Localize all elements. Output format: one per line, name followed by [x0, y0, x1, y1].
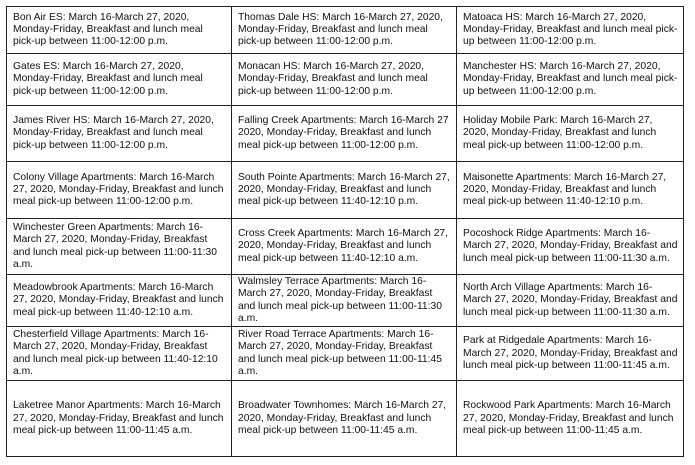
table-cell: North Arch Village Apartments: March 16-March 27, 2020, Monday-Friday, Breakfast and lunch meal pick-up between 11:00-11:30 a.m. [457, 275, 684, 327]
table-row [7, 219, 684, 275]
table-cell: Rockwood Park Apartments: March 16-March 27, 2020, Monday-Friday, Breakfast and lunch meal pick-up between 11:00-11:45 a.m. [457, 381, 684, 457]
table-cell: River Road Terrace Apartments: March 16-March 27, 2020, Monday-Friday, Breakfast and lunch meal pick-up between 11:00-11:45 a.m. [232, 327, 457, 381]
meal-pickup-table [6, 6, 684, 457]
table-cell: Chesterfield Village Apartments: March 16-March 27, 2020, Monday-Friday, Breakfast and lunch meal pick-up between 11:40-12:10 a.m. [7, 327, 232, 381]
table-cell: Thomas Dale HS: March 16-March 27, 2020, Monday-Friday, Breakfast and lunch meal pick-up between 11:00-12:00 p.m. [232, 7, 457, 54]
table-cell: Meadowbrook Apartments: March 16-March 27, 2020, Monday-Friday, Breakfast and lunch meal pick-up between 11:40-12:10 a.m. [7, 275, 232, 327]
table-cell: Walmsley Terrace Apartments: March 16-March 27, 2020, Monday-Friday, Breakfast and lunch meal pick-up between 11:00-11:30 a.m. [232, 275, 457, 327]
table-cell: Broadwater Townhomes: March 16-March 27, 2020, Monday-Friday, Breakfast and lunch meal pick-up between 11:00-11:45 a.m. [232, 381, 457, 457]
table-cell: Holiday Mobile Park: March 16-March 27, 2020, Monday-Friday, Breakfast and lunch meal pick-up between 11:00-12:00 p.m. [457, 106, 684, 162]
meal-pickup-schedule [6, 6, 683, 458]
table-cell: Park at Ridgedale Apartments: March 16-March 27, 2020, Monday-Friday, Breakfast and lunch meal pick-up between 11:00-11:45 a.m. [457, 327, 684, 381]
table-cell: Bon Air ES: March 16-March 27, 2020, Monday-Friday, Breakfast and lunch meal pick-up between 11:00-12:00 p.m. [7, 7, 232, 54]
table-cell: James River HS: March 16-March 27, 2020, Monday-Friday, Breakfast and lunch meal pick-up between 11:00-12:00 p.m. [7, 106, 232, 162]
table-row [7, 106, 684, 162]
table-row [7, 275, 684, 327]
table-cell: Laketree Manor Apartments: March 16-March 27, 2020, Monday-Friday, Breakfast and lunch meal pick-up between 11:00-11:45 a.m. [7, 381, 232, 457]
table-cell: Maisonette Apartments: March 16-March 27, 2020, Monday-Friday, Breakfast and lunch meal pick-up between 11:40-12:10 p.m. [457, 162, 684, 219]
table-cell: South Pointe Apartments: March 16-March 27, 2020, Monday-Friday, Breakfast and lunch meal pick-up between 11:40-12:10 p.m. [232, 162, 457, 219]
table-cell: Colony Village Apartments: March 16-March 27, 2020, Monday-Friday, Breakfast and lunch meal pick-up between 11:00-12:00 p.m. [7, 162, 232, 219]
table-cell: Falling Creek Apartments: March 16-March 27 2020, Monday-Friday, Breakfast and lunch meal pick-up between 11:00-12:00 p.m. [232, 106, 457, 162]
table-cell: Cross Creek Apartments: March 16-March 27, 2020, Monday-Friday, Breakfast and lunch meal pick-up between 11:40-12:10 a.m. [232, 219, 457, 275]
table-cell: Manchester HS: March 16-March 27, 2020, Monday-Friday, Breakfast and lunch meal pick-up between 11:00-12:00 p.m. [457, 54, 684, 106]
table-row [7, 381, 684, 457]
table-cell: Matoaca HS: March 16-March 27, 2020, Monday-Friday, Breakfast and lunch meal pick-up between 11:00-12:00 p.m. [457, 7, 684, 54]
table-cell: Pocoshock Ridge Apartments: March 16-March 27, 2020, Monday-Friday, Breakfast and lunch meal pick-up between 11:00-11:30 a.m. [457, 219, 684, 275]
table-cell: Winchester Green Apartments: March 16-March 27, 2020, Monday-Friday, Breakfast and lunch meal pick-up between 11:00-11:30 a.m. [7, 219, 232, 275]
table-row [7, 327, 684, 381]
table-cell: Monacan HS: March 16-March 27, 2020, Monday-Friday, Breakfast and lunch meal pick-up between 11:00-12:00 p.m. [232, 54, 457, 106]
table-row [7, 54, 684, 106]
table-row [7, 7, 684, 54]
table-cell: Gates ES: March 16-March 27, 2020, Monday-Friday, Breakfast and lunch meal pick-up between 11:00-12:00 p.m. [7, 54, 232, 106]
table-row [7, 162, 684, 219]
